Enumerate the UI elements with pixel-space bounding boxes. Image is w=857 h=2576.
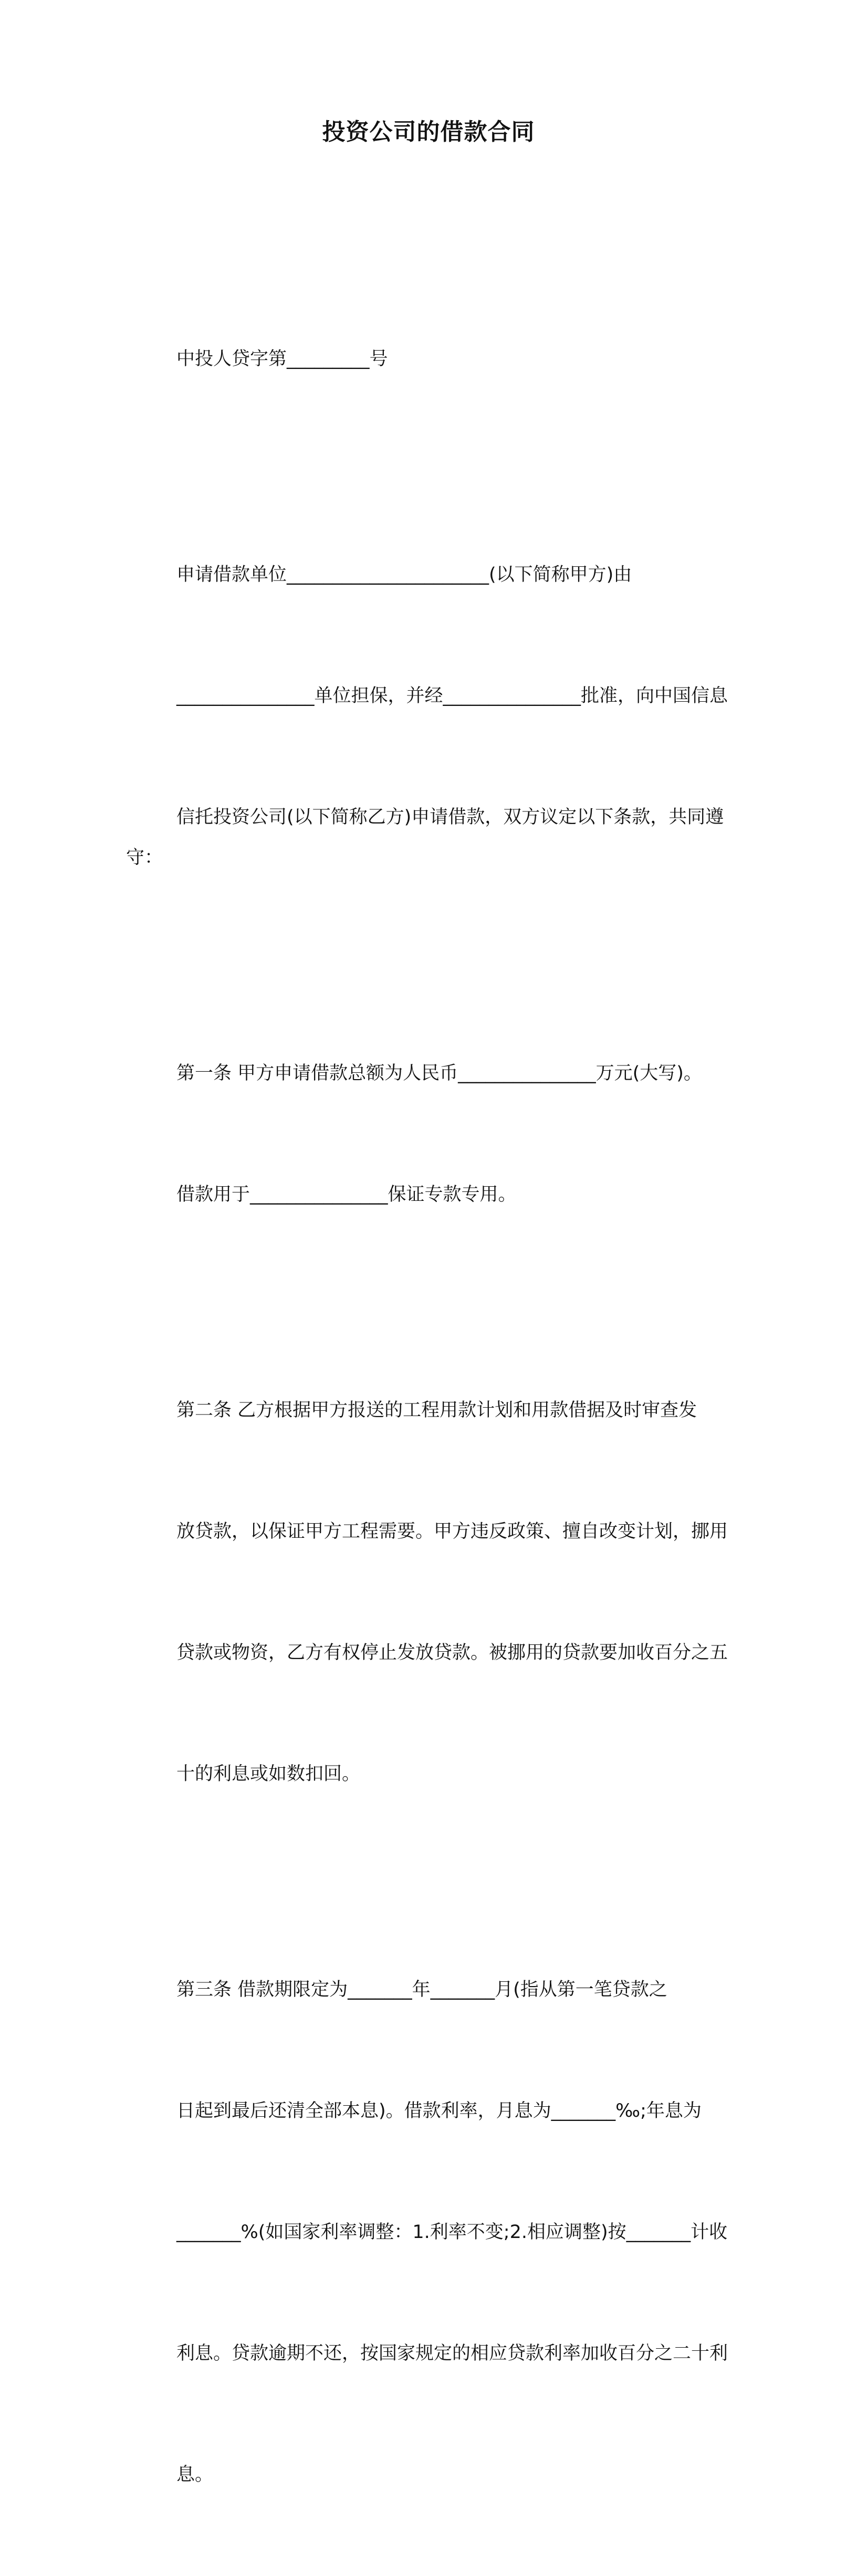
article-3-paragraph [126, 1889, 735, 2576]
text-line: 信托投资公司(以下简称乙方)申请借款，双方议定以下条款，共同遵守： [126, 807, 724, 868]
text-line: 申请借款单位______________________(以下简称甲方)由 [176, 564, 632, 585]
text-line: 十的利息或如数扣回。 [176, 1764, 361, 1785]
text-line: 第三条 借款期限定为_______年_______月(指从第一笔贷款之 [176, 1979, 667, 2000]
text-line: 贷款或物资，乙方有权停止发放贷款。被挪用的贷款要加收百分之五 [176, 1642, 728, 1663]
document-title: 投资公司的借款合同 [322, 119, 535, 145]
text-line: 放贷款，以保证甲方工程需要。甲方违反政策、擅自改变计划，挪用 [176, 1521, 728, 1542]
text-line: 第一条 甲方申请借款总额为人民币_______________万元(大写)。 [176, 1063, 702, 1084]
contract-number [126, 258, 735, 460]
text-line: 息。 [176, 2464, 214, 2485]
text-line: _______________单位担保，并经_______________批准，向中国信息 [176, 685, 728, 706]
text-line: 日起到最后还清全部本息)。借款利率，月息为_______‰;年息为 [176, 2100, 702, 2121]
article-2-paragraph [126, 1310, 735, 1875]
text-line: 第二条 乙方根据甲方报送的工程用款计划和用款借据及时审查发 [176, 1400, 697, 1421]
text-line: 利息。贷款逾期不还，按国家规定的相应贷款利率加收百分之二十利 [176, 2343, 728, 2364]
article-1-paragraph [126, 973, 735, 1296]
text-line: 中投人贷字第_________号 [176, 349, 388, 369]
preamble-paragraph [126, 474, 735, 959]
text-line: _______%(如国家利率调整：1.利率不变;2.相应调整)按_______计收 [176, 2222, 728, 2243]
document-body [126, 258, 735, 2576]
text-line: 借款用于_______________保证专款专用。 [176, 1184, 517, 1205]
